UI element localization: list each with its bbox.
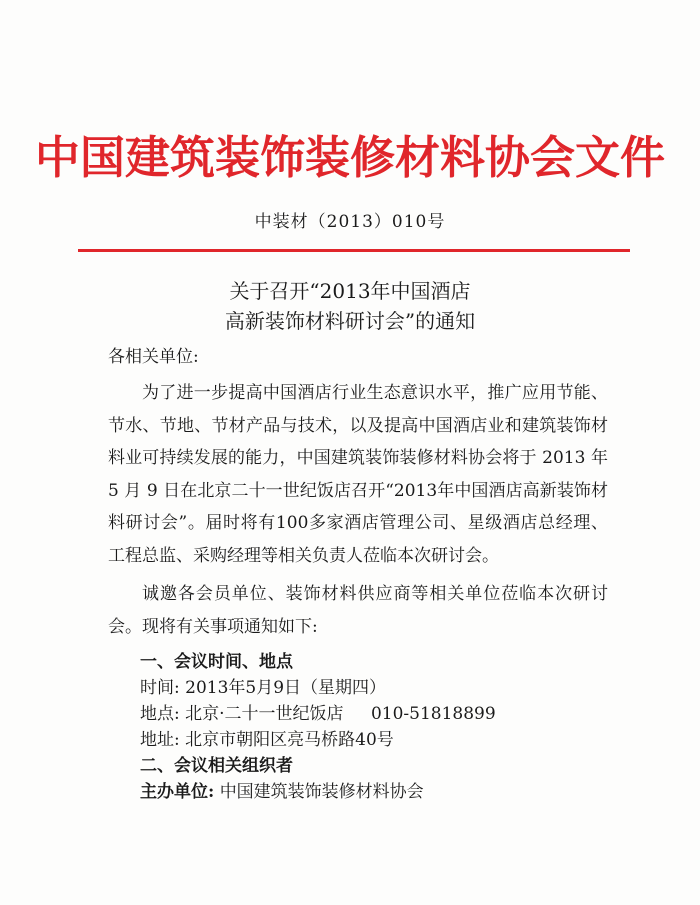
paragraph-intro: 为了进一步提高中国酒店行业生态意识水平，推广应用节能、节水、节地、节材产品与技术，以及提高中国酒店业和建筑装饰材料业可持续发展的能力，中国建筑装饰装修材料协会将于 2013 年 5 月 9 日在北京二十一世纪饭店召开“2013年中国酒店高新装饰材料研讨会”。届时将有100多家酒店管理公司、星级酒店总经理、工程总监、采购经理等相关负责人莅临本次研讨会。	[108, 383, 608, 566]
meeting-time-value: 2013年5月9日（星期四）	[185, 678, 387, 698]
notice-title-line-2: 高新装饰材料研讨会”的通知	[224, 309, 476, 333]
meeting-venue-row	[108, 701, 608, 727]
meeting-time-label: 时间:	[140, 678, 180, 698]
meeting-address-value: 北京市朝阳区亮马桥路40号	[185, 730, 394, 750]
red-divider-line	[78, 249, 630, 252]
host-organization-value: 中国建筑装饰装修材料协会	[219, 782, 424, 802]
section-1-heading: 一、会议时间、地点	[140, 652, 293, 672]
notice-title	[0, 276, 700, 336]
document-body	[108, 343, 608, 805]
meeting-time-row	[108, 675, 608, 701]
salutation: 各相关单位:	[108, 347, 199, 367]
document-number: 中装材（2013）010号	[254, 212, 446, 232]
organization-header-title: 中国建筑装饰装修材料协会文件	[34, 131, 665, 184]
notice-title-line-1: 关于召开“2013年中国酒店	[229, 279, 471, 303]
host-organization-label: 主办单位:	[140, 782, 215, 802]
meeting-address-label: 地址:	[140, 730, 180, 750]
host-organization-row	[108, 779, 608, 805]
meeting-venue-label: 地点:	[140, 704, 180, 724]
meeting-address-row	[108, 727, 608, 753]
venue-phone-number: 010-51818899	[370, 704, 496, 724]
paragraph-invitation: 诚邀各会员单位、装饰材料供应商等相关单位莅临本次研讨会。现将有关事项通知如下:	[108, 584, 608, 637]
section-2-heading: 二、会议相关组织者	[140, 756, 293, 776]
meeting-venue-value: 北京·二十一世纪饭店	[185, 704, 344, 724]
